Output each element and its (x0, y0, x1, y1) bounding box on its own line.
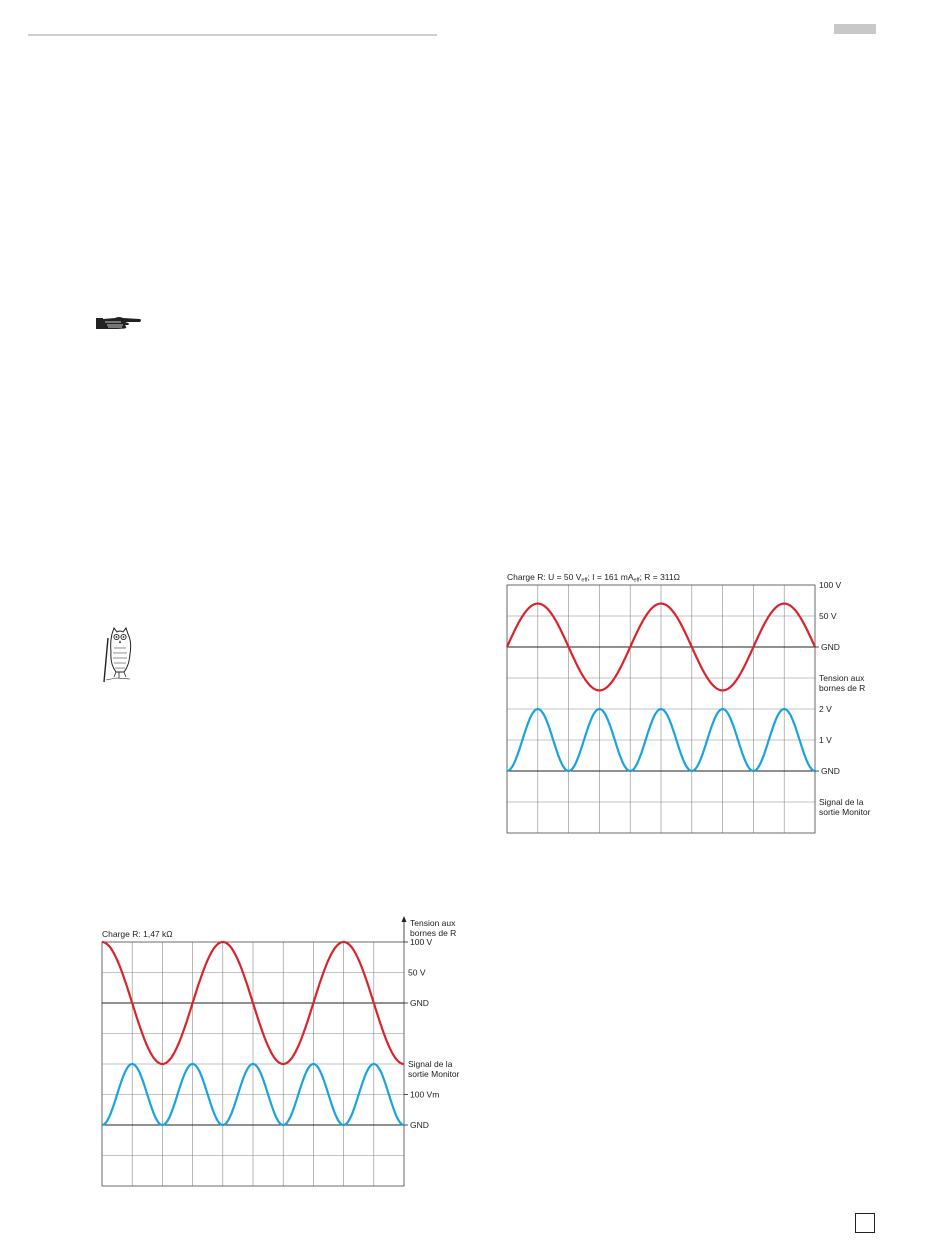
tick-label: 1 V (819, 735, 832, 745)
tick-label: GND (821, 766, 840, 776)
page-tab-marker (834, 24, 876, 34)
oscilloscope-chart-left (90, 905, 480, 1195)
axis-label: Tension aux bornes de R (819, 673, 866, 693)
chart-title: Charge R: U = 50 Veff; I = 161 mAeff; R = 311Ω (507, 572, 680, 584)
page-number-box (855, 1213, 875, 1233)
tick-label: 50 V (819, 611, 837, 621)
tick-label: 100 V (410, 937, 433, 947)
axis-label: Signal de la sortie Monitor (819, 797, 871, 817)
tick-label: GND (410, 1120, 429, 1130)
chart-title: Charge R: 1,47 kΩ (102, 929, 173, 939)
axis-label: Tension aux bornes de R (410, 918, 457, 938)
header-rule (28, 34, 437, 36)
axis-arrow-head (402, 916, 407, 922)
tick-label: 100 V (819, 580, 842, 590)
owl-icon (102, 624, 138, 684)
tick-label: 2 V (819, 704, 832, 714)
tick-label: GND (410, 998, 429, 1008)
oscilloscope-chart-right (500, 565, 890, 840)
tick-label: 50 V (408, 967, 426, 978)
axis-label: Signal de la sortie Monitor (408, 1059, 460, 1079)
tick-label: 100 Vm (410, 1089, 440, 1100)
tick-label: GND (821, 642, 840, 652)
pointing-hand-icon (95, 314, 143, 332)
